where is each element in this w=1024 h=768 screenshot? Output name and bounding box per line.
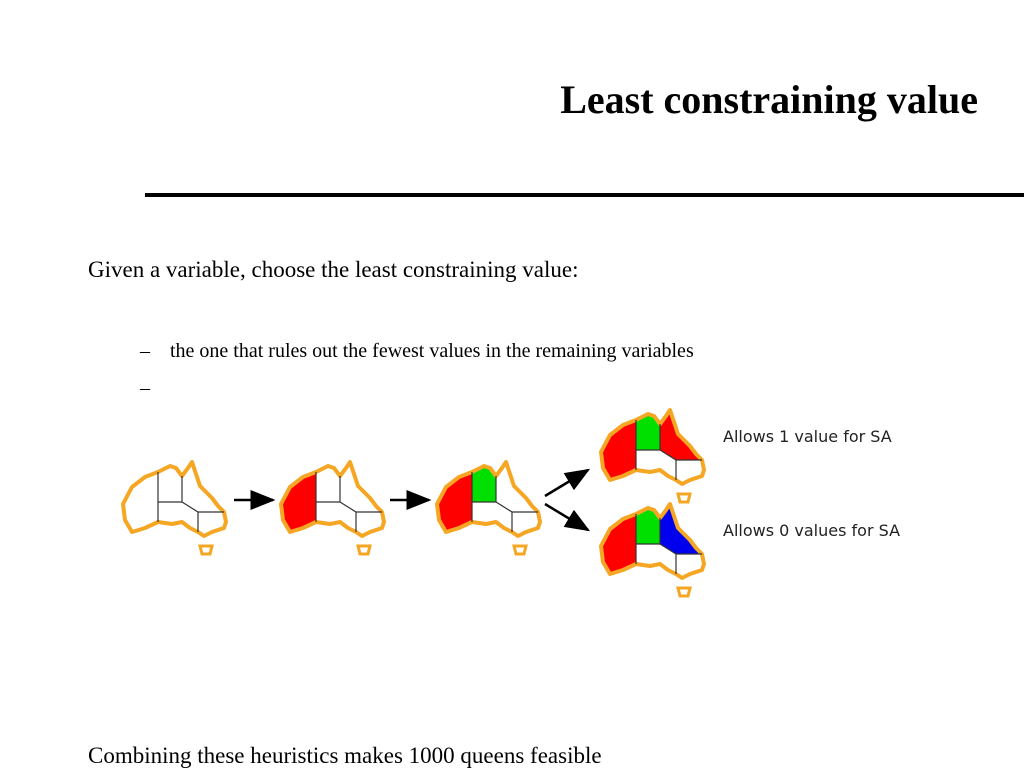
intro-text: Given a variable, choose the least constraining value: — [88, 257, 579, 282]
australia-map-wa-red-nt-green — [437, 462, 540, 554]
australia-map-wa-red — [281, 462, 384, 554]
bullet-text: the one that rules out the fewest values in the remaining variables — [170, 340, 694, 362]
closing-text: Combining these heuristics makes 1000 queens feasible — [88, 743, 602, 768]
slide-title: Least constraining value — [560, 77, 978, 122]
australia-map-q-blue — [601, 504, 704, 596]
label-allows-1-value: Allows 1 value for SA — [723, 427, 892, 446]
arrow-branch-down — [545, 504, 588, 530]
label-allows-0-values: Allows 0 values for SA — [723, 521, 901, 540]
australia-coloring-diagram — [110, 400, 930, 610]
bullet-dash: – — [140, 340, 150, 362]
arrow-branch-up — [545, 470, 588, 496]
title-divider — [145, 193, 1024, 197]
bullet-item — [140, 376, 170, 400]
australia-map-q-red — [601, 410, 704, 502]
australia-map-blank — [123, 462, 226, 554]
bullet-dash: – — [140, 377, 150, 399]
bullet-item — [140, 339, 694, 363]
